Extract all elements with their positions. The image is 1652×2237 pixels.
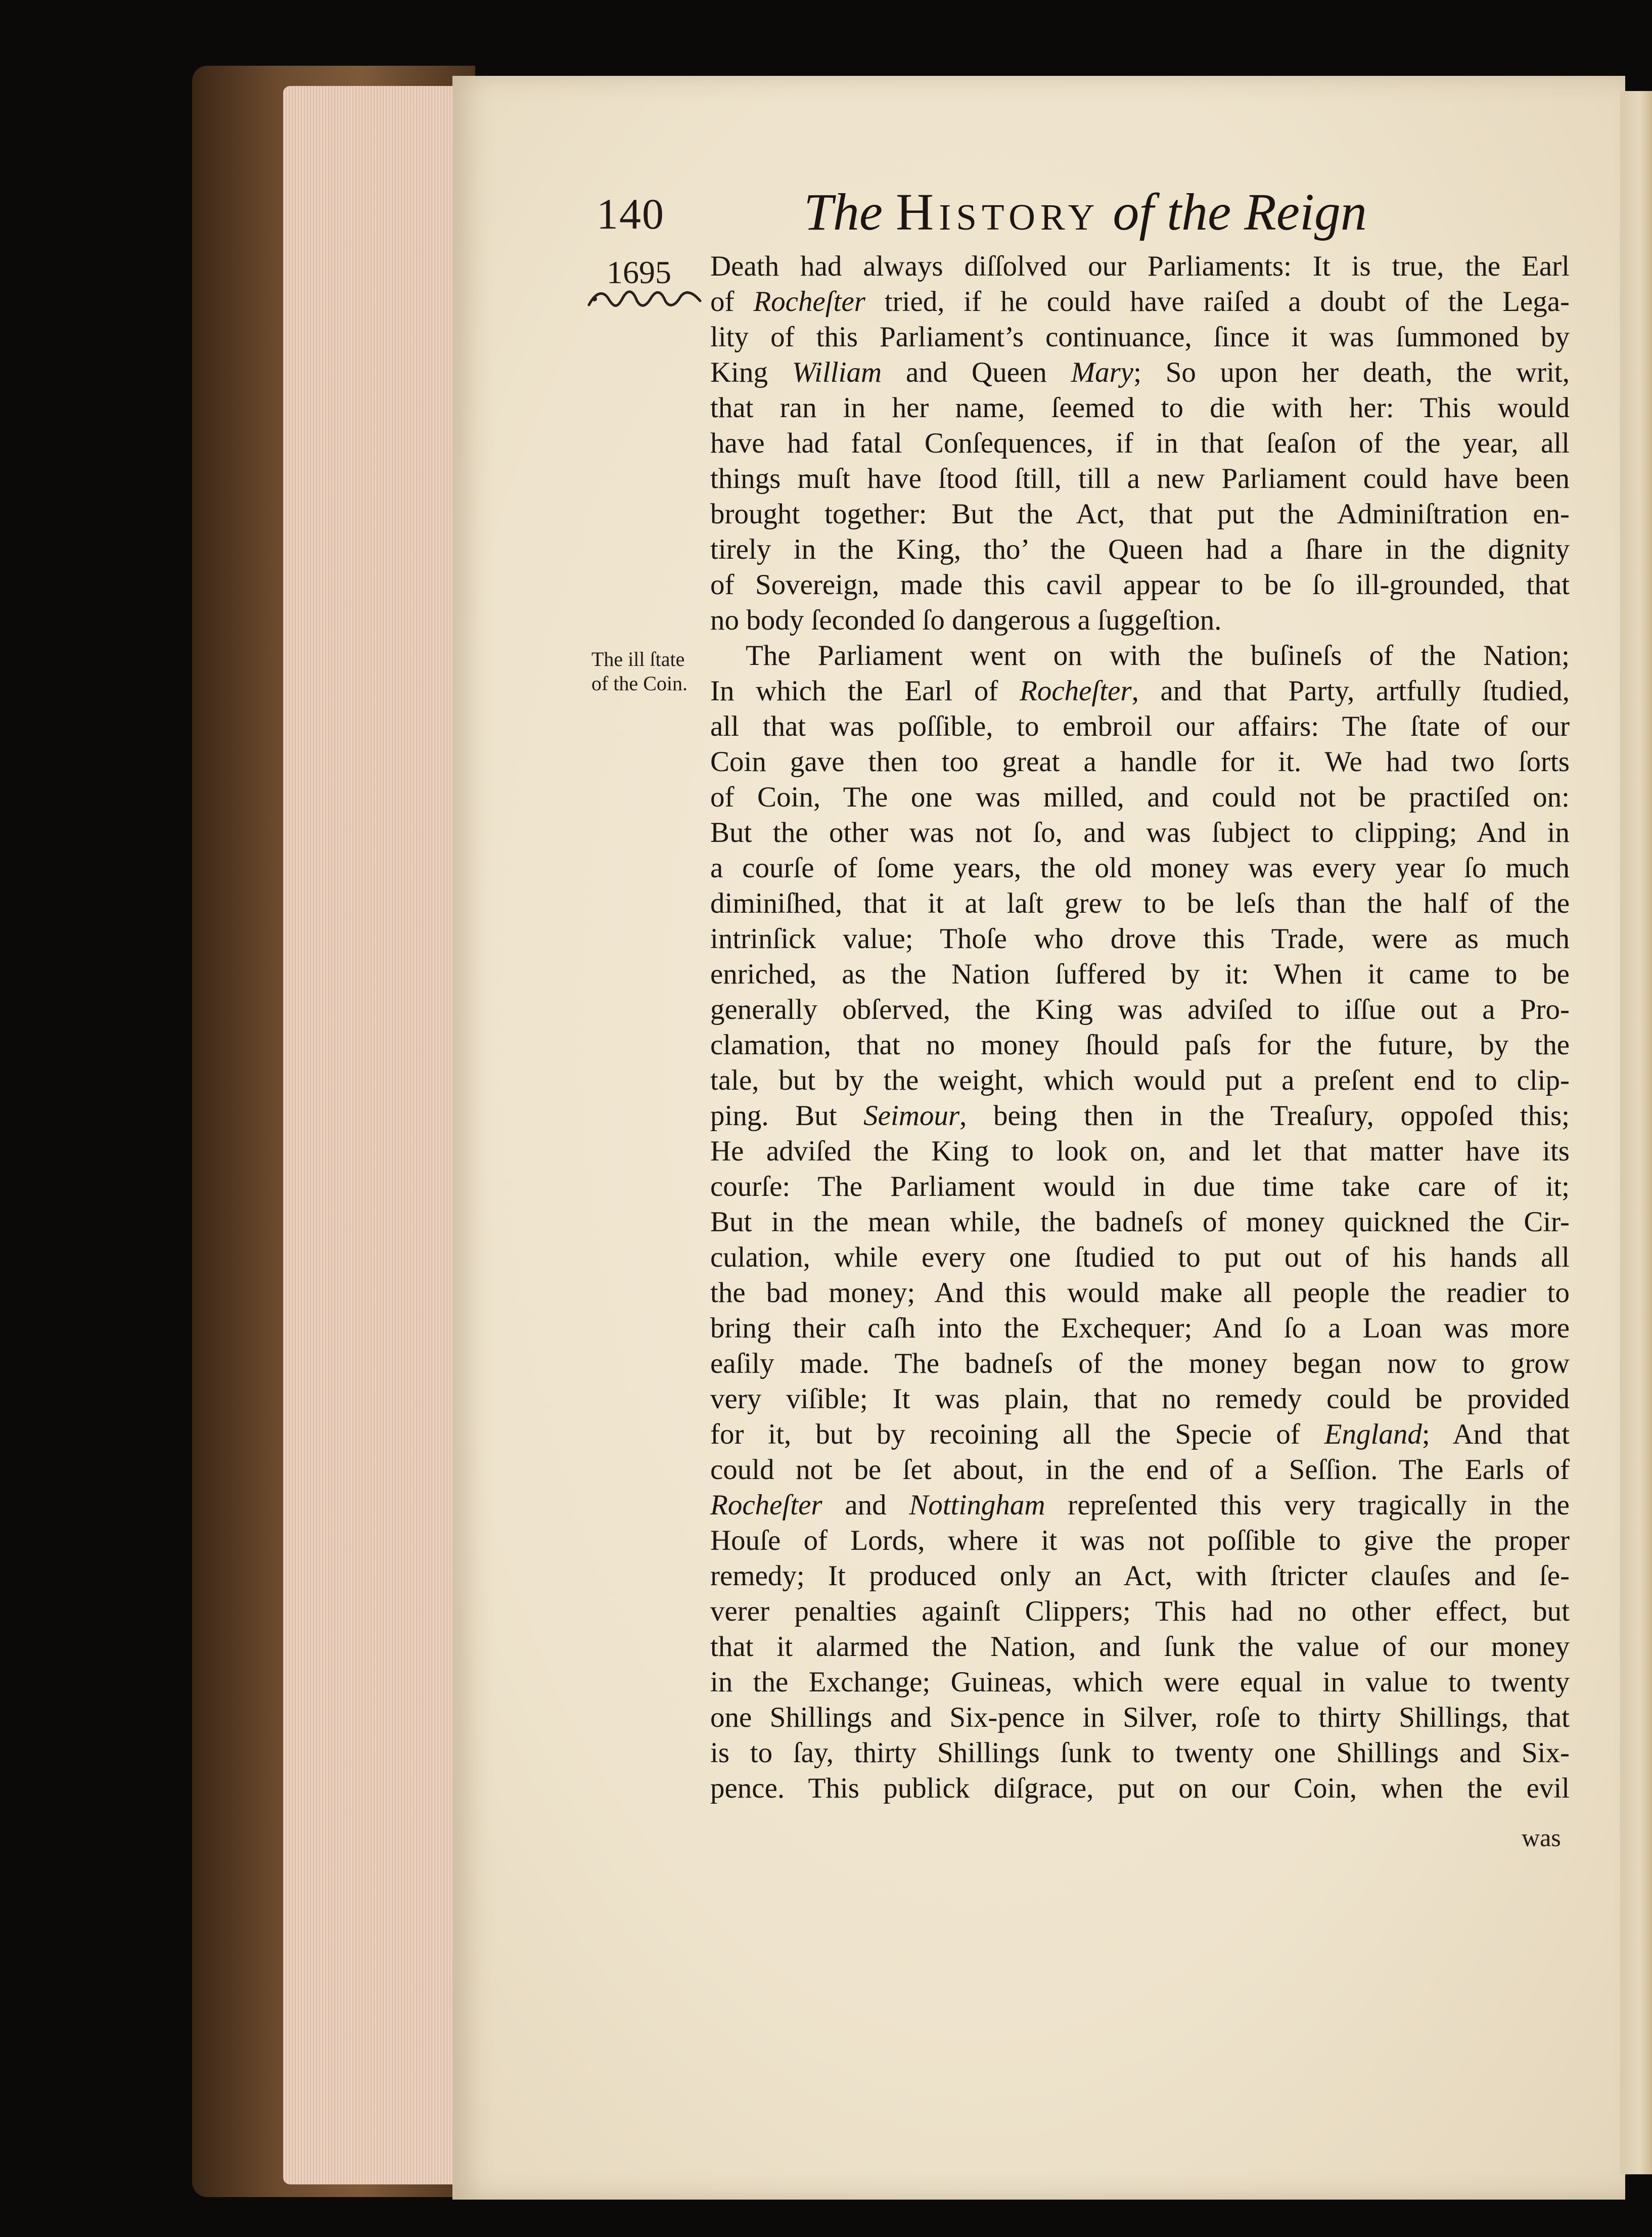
running-title-history: History xyxy=(896,183,1100,241)
text-run: generally obſerved, the King was adviſed to iſſue out a Pro- xyxy=(710,994,1570,1025)
text-line xyxy=(710,426,1570,461)
text-run: pence. This publick diſgrace, put on our Coin, when the evil xyxy=(710,1772,1570,1804)
text-run: ping. But xyxy=(710,1100,864,1132)
italic-text: Rocheſter xyxy=(710,1489,822,1521)
text-line xyxy=(710,1063,1570,1098)
text-run: But in the mean while, the badneſs of money quickned the Cir- xyxy=(710,1206,1570,1238)
page-edges xyxy=(283,86,455,2184)
text-run: clamation, that no money ſhould paſs for the future, by the xyxy=(710,1029,1570,1061)
italic-text: Rocheſter xyxy=(753,286,865,318)
next-page-edge xyxy=(1620,91,1652,2174)
text-run: Death had always diſſolved our Parliaments: It is true, the Earl xyxy=(710,250,1570,282)
text-run: and Queen xyxy=(882,356,1071,388)
text-line xyxy=(710,1488,1570,1523)
text-run: tale, but by the weight, which would put a preſent end to clip- xyxy=(710,1064,1570,1096)
italic-text: England xyxy=(1324,1418,1422,1450)
text-run: intrinſick value; Thoſe who drove this Trade, were as much xyxy=(710,923,1570,955)
text-run: all that was poſſible, to embroil our affairs: The ſtate of our xyxy=(710,710,1570,742)
text-line xyxy=(710,1771,1570,1806)
text-line xyxy=(710,355,1570,390)
text-line xyxy=(710,638,1570,674)
text-run: and xyxy=(822,1489,909,1521)
text-run: lity of this Parliament’s continuance, ſince it was ſummoned by xyxy=(710,321,1570,353)
marginal-note-line-2: of the Coin. xyxy=(591,672,687,695)
text-run: tried, if he could have raiſed a doubt of the Lega- xyxy=(865,286,1570,318)
running-title-the: The xyxy=(804,183,883,241)
italic-text: Nottingham xyxy=(909,1489,1045,1521)
text-run: The Parliament went on with the buſineſs of the Nation; xyxy=(746,640,1570,672)
text-line xyxy=(710,390,1570,426)
text-run: one Shillings and Six-pence in Silver, roſe to thirty Shillings, that xyxy=(710,1702,1570,1733)
text-run: But the other was not ſo, and was ſubject to clipping; And in xyxy=(710,817,1570,848)
text-run: that it alarmed the Nation, and ſunk the value of our money xyxy=(710,1631,1570,1663)
text-run: King xyxy=(710,356,792,388)
italic-text: Seimour xyxy=(863,1100,960,1132)
text-line xyxy=(710,674,1570,709)
text-line xyxy=(710,1240,1570,1275)
margin-year: 1695 xyxy=(607,254,671,290)
text-line xyxy=(710,957,1570,992)
italic-text: Mary xyxy=(1071,356,1134,388)
text-line xyxy=(710,1311,1570,1346)
text-run: have had fatal Conſequences, if in that ſeaſon of the year, all xyxy=(710,427,1570,459)
text-line xyxy=(710,1027,1570,1063)
text-run: that ran in her name, ſeemed to die with her: This would xyxy=(710,392,1570,424)
text-line xyxy=(710,1275,1570,1311)
text-run: bring their caſh into the Exchequer; And ſo a Loan was more xyxy=(710,1312,1570,1344)
text-line xyxy=(710,1665,1570,1700)
text-line xyxy=(710,1558,1570,1594)
text-line xyxy=(710,532,1570,567)
text-run: of xyxy=(710,286,754,318)
text-run: the bad money; And this would make all people the readier to xyxy=(710,1277,1570,1309)
text-line xyxy=(710,461,1570,497)
text-run: for it, but by recoining all the Specie of xyxy=(710,1418,1324,1450)
text-line xyxy=(710,1381,1570,1417)
text-line xyxy=(710,497,1570,532)
text-run: is to ſay, thirty Shillings ſunk to twenty one Shillings and Six- xyxy=(710,1737,1570,1769)
text-run: ; So upon her death, the writ, xyxy=(1133,356,1570,388)
text-run: He adviſed the King to look on, and let that matter have its xyxy=(710,1135,1570,1167)
text-line xyxy=(710,744,1570,780)
text-run: things muſt have ſtood ſtill, till a new Parliament could have been xyxy=(710,463,1570,495)
marginal-note xyxy=(591,647,713,696)
body-text xyxy=(710,249,1570,1806)
text-line xyxy=(710,1346,1570,1381)
text-line xyxy=(710,603,1570,638)
text-run: repreſented this very tragically in the xyxy=(1045,1489,1570,1521)
text-line xyxy=(710,851,1570,886)
text-line xyxy=(710,284,1570,320)
text-run: eaſily made. The badneſs of the money began now to grow xyxy=(710,1348,1570,1379)
text-line xyxy=(710,921,1570,957)
text-run: , and that Party, artfully ſtudied, xyxy=(1131,675,1570,707)
text-run: of Sovereign, made this cavil appear to be ſo ill-grounded, that xyxy=(710,569,1570,601)
text-line xyxy=(710,1417,1570,1452)
text-run: could not be ſet about, in the end of a Seſſion. The Earls of xyxy=(710,1454,1570,1486)
text-line xyxy=(710,1735,1570,1771)
text-run: of Coin, The one was milled, and could not be practiſed on: xyxy=(710,781,1570,813)
text-run: tirely in the King, tho’ the Queen had a ſhare in the dignity xyxy=(710,533,1570,565)
text-line xyxy=(710,567,1570,603)
page-number: 140 xyxy=(596,190,665,238)
text-run: in the Exchange; Guineas, which were equal in value to twenty xyxy=(710,1666,1570,1698)
text-run: brought together: But the Act, that put the Adminiſtration en- xyxy=(710,498,1570,530)
running-title xyxy=(804,182,1367,242)
text-line xyxy=(710,1452,1570,1488)
text-line xyxy=(710,249,1570,284)
ornament-icon xyxy=(586,286,703,311)
text-line xyxy=(710,1204,1570,1240)
text-line xyxy=(710,709,1570,744)
text-run: a courſe of ſome years, the old money was every year ſo much xyxy=(710,852,1570,884)
text-run: culation, while every one ſtudied to put out of his hands all xyxy=(710,1241,1570,1273)
text-line xyxy=(710,1098,1570,1134)
text-line xyxy=(710,320,1570,355)
running-title-rest: of the Reign xyxy=(1113,183,1367,241)
text-run: Houſe of Lords, where it was not poſſible to give the proper xyxy=(710,1525,1570,1556)
text-line xyxy=(710,992,1570,1027)
text-line xyxy=(710,1594,1570,1629)
text-line xyxy=(710,886,1570,921)
text-line xyxy=(710,1169,1570,1204)
text-line xyxy=(710,1523,1570,1558)
marginal-note-line-1: The ill ſtate xyxy=(591,648,685,670)
text-run: diminiſhed, that it at laſt grew to be leſs than the half of the xyxy=(710,887,1570,919)
text-line xyxy=(710,1134,1570,1169)
text-run: very viſible; It was plain, that no remedy could be provided xyxy=(710,1383,1570,1415)
text-line xyxy=(710,1629,1570,1665)
text-run: remedy; It produced only an Act, with ſtricter clauſes and ſe- xyxy=(710,1560,1570,1592)
text-run: , being then in the Treaſury, oppoſed this; xyxy=(959,1100,1570,1132)
text-run: verer penalties againſt Clippers; This had no other effect, but xyxy=(710,1595,1570,1627)
text-line xyxy=(710,780,1570,815)
text-run: no body ſeconded ſo dangerous a ſuggeſtion. xyxy=(710,604,1222,636)
text-run: ; And that xyxy=(1421,1418,1570,1450)
running-head xyxy=(596,174,1582,240)
text-line xyxy=(710,1700,1570,1735)
italic-text: Rocheſter xyxy=(1020,675,1132,707)
catchword: was xyxy=(1522,1823,1561,1852)
text-run: In which the Earl of xyxy=(710,675,1020,707)
text-run: Coin gave then too great a handle for it. We had two ſorts xyxy=(710,746,1570,778)
text-run: courſe: The Parliament would in due time take care of it; xyxy=(710,1171,1570,1202)
italic-text: William xyxy=(792,356,882,388)
text-line xyxy=(710,815,1570,851)
text-run: enriched, as the Nation ſuffered by it: When it came to be xyxy=(710,958,1570,990)
